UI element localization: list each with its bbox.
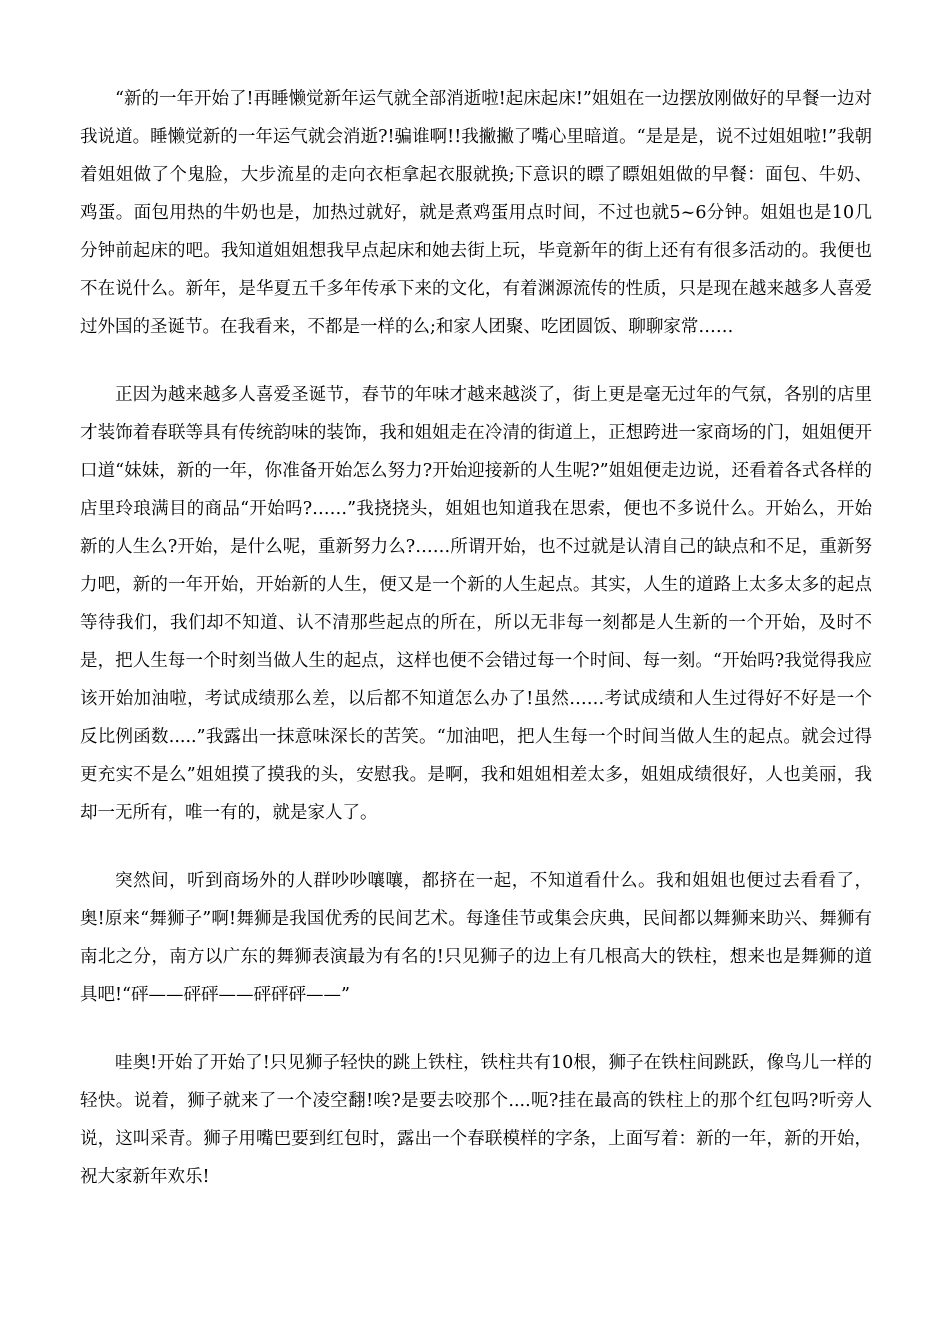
paragraph: 哇奥!开始了开始了!只见狮子轻快的跳上铁柱，铁柱共有10根，狮子在铁柱间跳跃，像鸟儿一样的轻快。说着，狮子就来了一个凌空翻!唉?是要去咬那个....呃?挂在最高的铁柱上的那个红包吗?听旁人说，这叫采青。狮子用嘴巴要到红包时，露出一个春联模样的字条，上面写着：新的一年，新的开始，祝大家新年欢乐! [80, 1053, 872, 1187]
paragraph: 正因为越来越多人喜爱圣诞节，春节的年味才越来越淡了，街上更是毫无过年的气氛，各别的店里才装饰着春联等具有传统韵味的装饰，我和姐姐走在冷清的街道上，正想跨进一家商场的门，姐姐便开口道“妹妹，新的一年，你准备开始怎么努力?开始迎接新的人生呢?”姐姐便走边说，还看着各式各样的店里玲琅满目的商品“开始吗?……”我挠挠头，姐姐也知道我在思索，便也不多说什么。开始么，开始新的人生么?开始，是什么呢，重新努力么?……所谓开始，也不过就是认清自己的缺点和不足，重新努力吧，新的一年开始，开始新的人生，便又是一个新的人生起点。其实，人生的道路上太多太多的起点等待我们，我们却不知道、认不清那些起点的所在，所以无非每一刻都是人生新的一个开始，及时不是，把人生每一个时刻当做人生的起点，这样也便不会错过每一个时间、每一刻。“开始吗?我觉得我应该开始加油啦，考试成绩那么差，以后都不知道怎么办了!虽然……考试成绩和人生过得好不好是一个反比例函数.....”我露出一抹意味深长的苦笑。“加油吧，把人生每一个时间当做人生的起点。就会过得更充实不是么”姐姐摸了摸我的头，安慰我。是啊，我和姐姐相差太多，姐姐成绩很好，人也美丽，我却一无所有，唯一有的，就是家人了。 [80, 385, 872, 823]
paragraph: 突然间，听到商场外的人群吵吵嚷嚷，都挤在一起，不知道看什么。我和姐姐也便过去看看了，奥!原来“舞狮子”啊!舞狮是我国优秀的民间艺术。每逢佳节或集会庆典，民间都以舞狮来助兴、舞狮有南北之分，南方以广东的舞狮表演最为有名的!只见狮子的边上有几根高大的铁柱，想来也是舞狮的道具吧!“砰——砰砰——砰砰砰——” [80, 871, 872, 1005]
document-body [80, 80, 872, 1226]
paragraph: “新的一年开始了!再睡懒觉新年运气就全部消逝啦!起床起床!”姐姐在一边摆放刚做好的早餐一边对我说道。睡懒觉新的一年运气就会消逝?!骗谁啊!!我撇撇了嘴心里暗道。“是是是，说不过姐姐啦!”我朝着姐姐做了个鬼脸，大步流星的走向衣柜拿起衣服就换;下意识的瞟了瞟姐姐做的早餐：面包、牛奶、鸡蛋。面包用热的牛奶也是，加热过就好，就是煮鸡蛋用点时间，不过也就5~6分钟。姐姐也是10几分钟前起床的吧。我知道姐姐想我早点起床和她去街上玩，毕竟新年的街上还有有很多活动的。我便也不在说什么。新年，是华夏五千多年传承下来的文化，有着渊源流传的性质，只是现在越来越多人喜爱过外国的圣诞节。在我看来，不都是一样的么;和家人团聚、吃团圆饭、聊聊家常…… [80, 89, 872, 337]
